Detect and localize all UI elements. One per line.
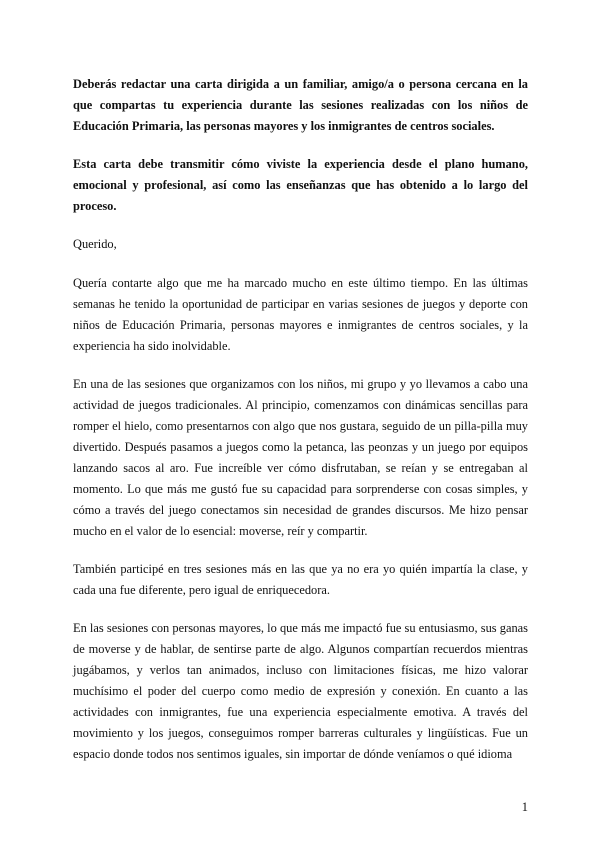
document-body bbox=[73, 74, 528, 782]
letter-paragraph-1: Quería contarte algo que me ha marcado mucho en este último tiempo. En las últimas semanas he tenido la oportunidad de participar en varias sesiones de juegos y deporte con niños de Educación Primaria, personas mayores e inmigrantes de centros sociales, y la experiencia ha sido inolvidable. bbox=[73, 276, 528, 353]
page-number: 1 bbox=[521, 800, 528, 814]
letter-paragraph-4: En las sesiones con personas mayores, lo que más me impactó fue su entusiasmo, sus ganas de moverse y de hablar, de sentirse parte de algo. Algunos compartían recuerdos mientras jugábamos, y verlos tan animados, incluso con limitaciones físicas, me hizo valorar muchísimo el poder del cuerpo como medio de expresión y conexión. En cuanto a las actividades con inmigrantes, fue una experiencia especialmente emotiva. A través del movimiento y los juegos, conseguimos romper barreras culturales y lingüísticas. Fue un espacio donde todos nos sentimos iguales, sin importar de dónde veníamos o qué idioma bbox=[73, 621, 528, 761]
instruction-paragraph-1: Deberás redactar una carta dirigida a un familiar, amigo/a o persona cercana en la que compartas tu experiencia durante las sesiones realizadas con los niños de Educación Primaria, las personas mayores y los inmigrantes de centros sociales. bbox=[73, 77, 528, 133]
letter-greeting: Querido, bbox=[73, 237, 117, 251]
letter-paragraph-3: También participé en tres sesiones más en las que ya no era yo quién impartía la clase, y cada una fue diferente, pero igual de enriquecedora. bbox=[73, 562, 528, 597]
instruction-paragraph-2: Esta carta debe transmitir cómo viviste la experiencia desde el plano humano, emocional y profesional, así como las enseñanzas que has obtenido a lo largo del proceso. bbox=[73, 157, 528, 213]
letter-paragraph-2: En una de las sesiones que organizamos con los niños, mi grupo y yo llevamos a cabo una actividad de juegos tradicionales. Al principio, comenzamos con dinámicas sencillas para romper el hielo, como presentarnos con algo que nos gustara, seguido de un pilla-pilla muy divertido. Después pasamos a juegos como la petanca, las peonzas y un juego por equipos lanzando sacos al aro. Fue increíble ver cómo disfrutaban, se reían y se entregaban al momento. Lo que más me gustó fue su capacidad para sorprenderse con cosas simples, y cómo a través del juego conectamos sin necesidad de grandes discursos. Me hizo pensar mucho en el valor de lo esencial: moverse, reír y compartir. bbox=[73, 377, 528, 538]
